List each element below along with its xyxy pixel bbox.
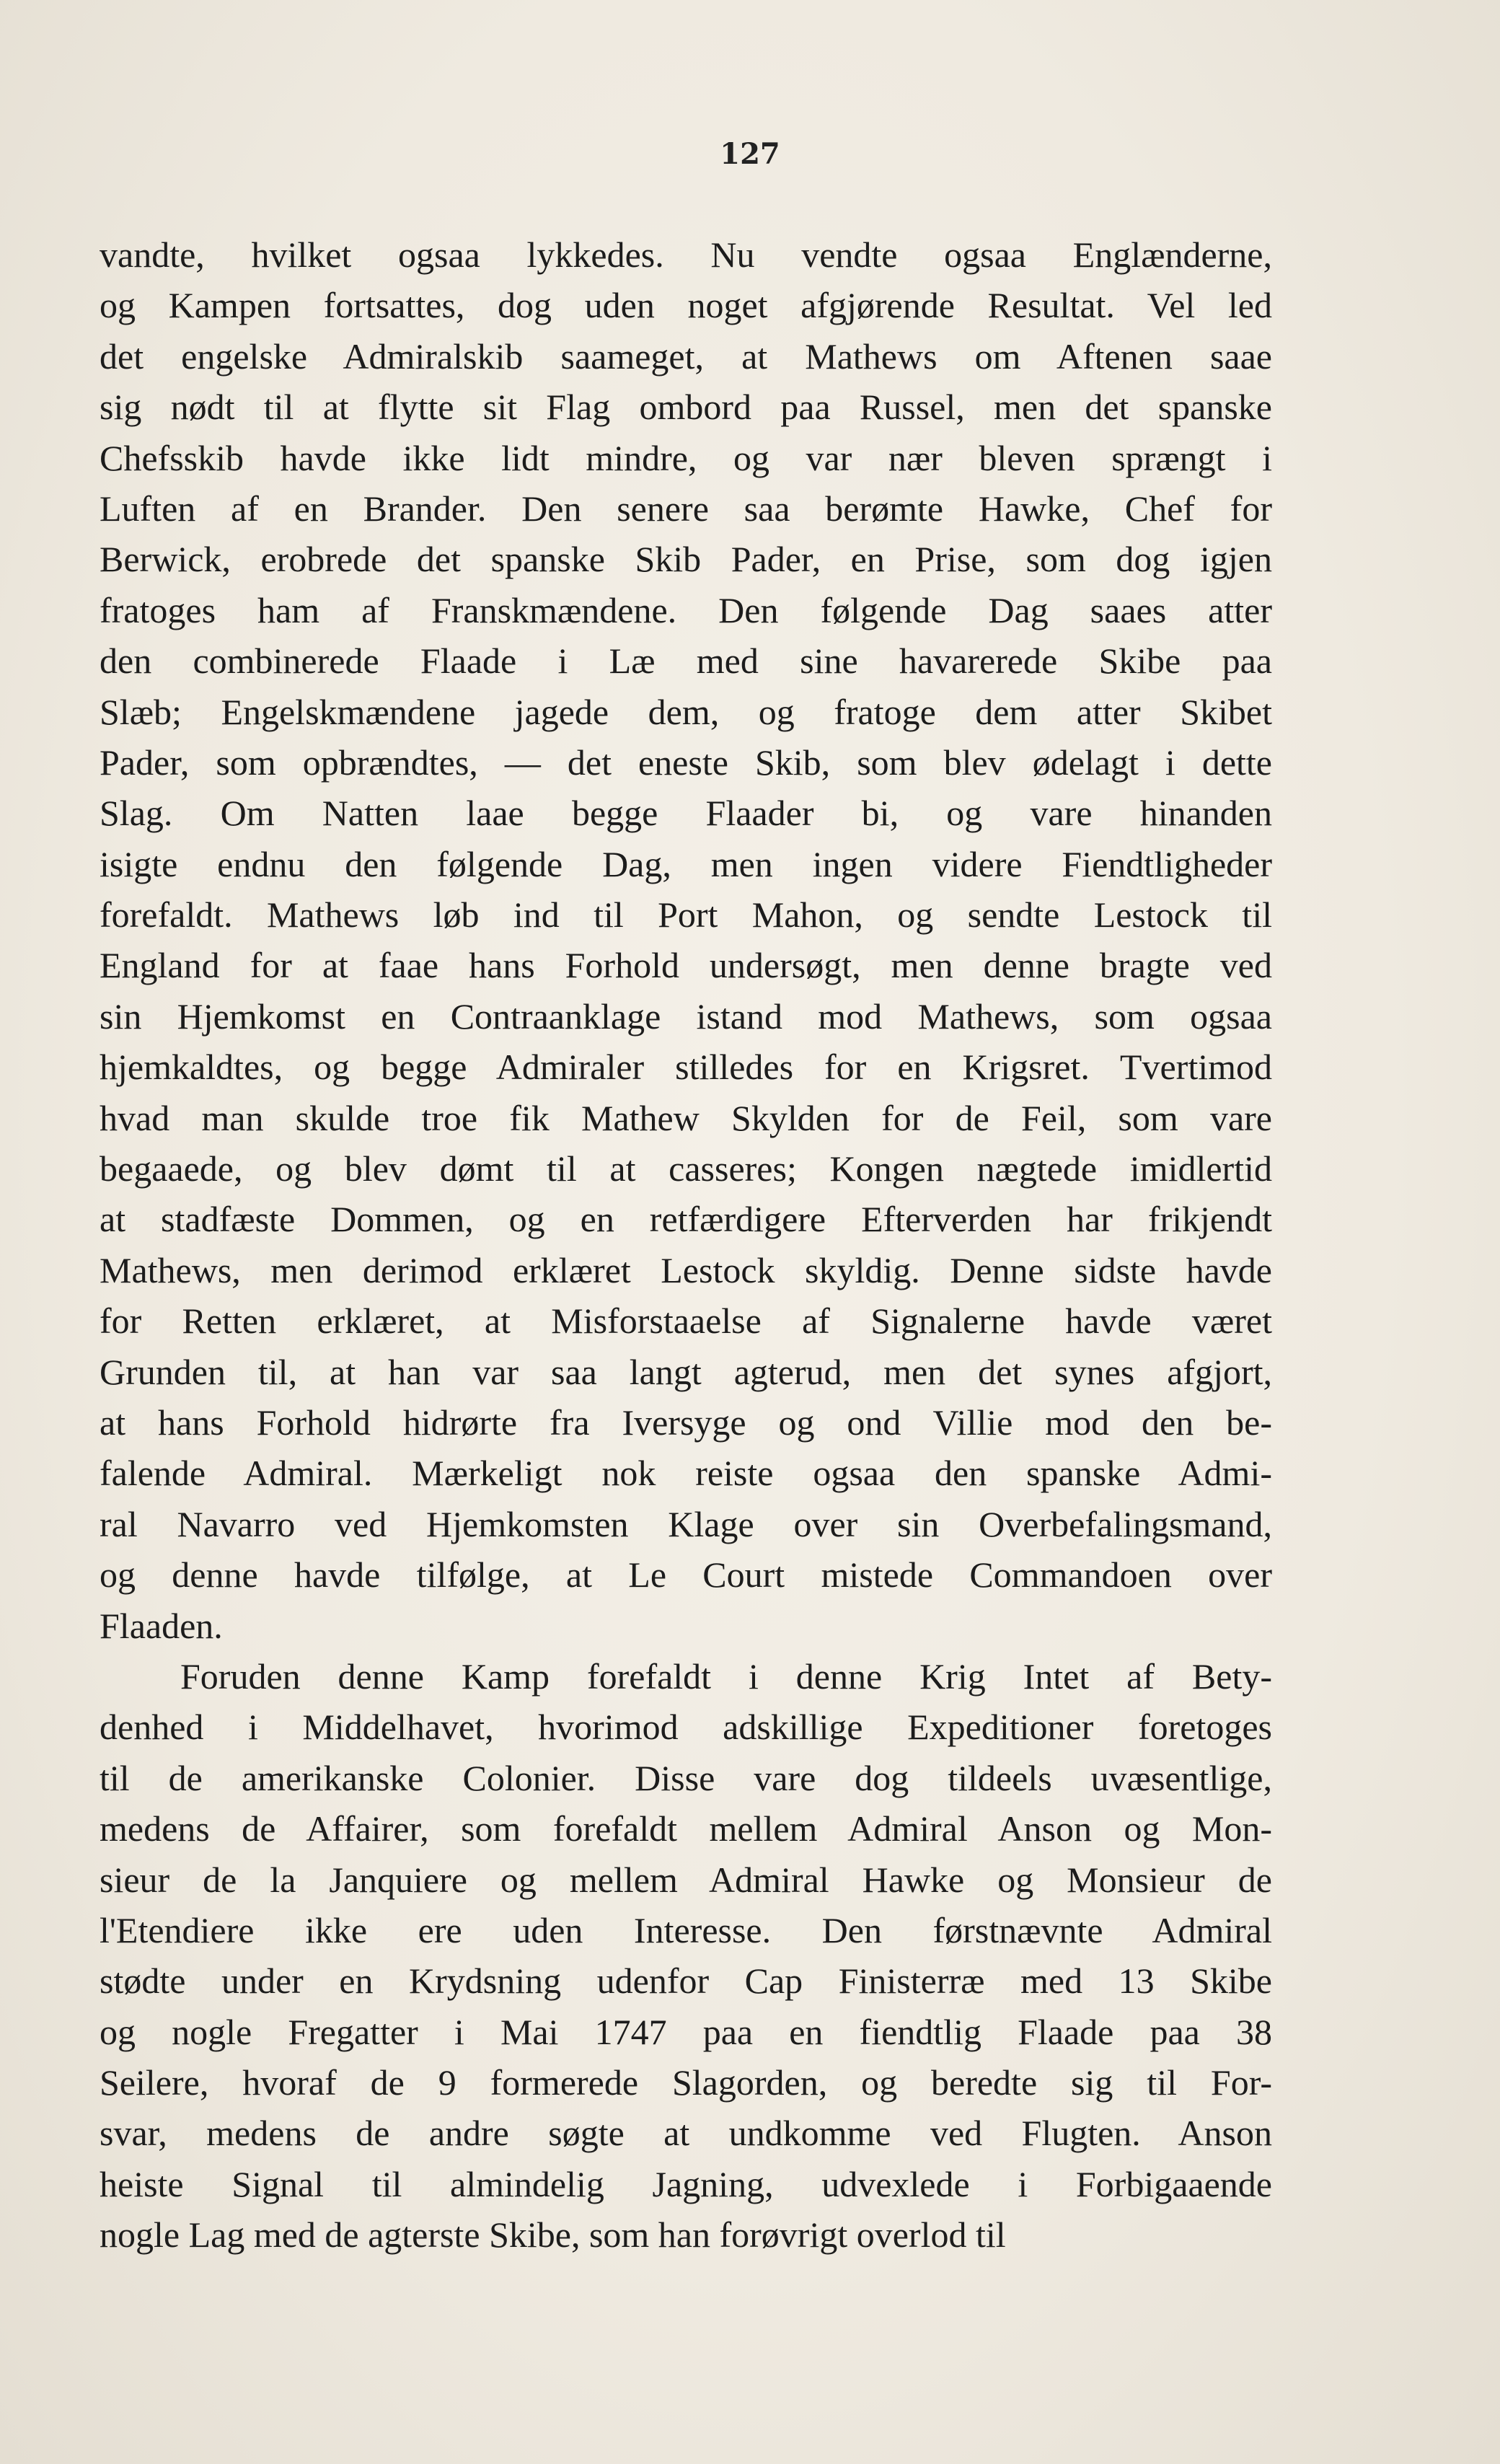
text-line: falende Admiral. Mærkeligt nok reiste ogsaa den spanske Admi- — [100, 1453, 1272, 1494]
text-line: og denne havde tilfølge, at Le Court mistede Commandoen over — [100, 1554, 1272, 1596]
text-line: Slæb; Engelskmændene jagede dem, og fratoge dem atter Skibet — [100, 691, 1272, 732]
text-line: ral Navarro ved Hjemkomsten Klage over sin Overbefalingsmand, — [100, 1503, 1272, 1544]
text-line: til de amerikanske Colonier. Disse vare dog tildeels uvæsentlige, — [100, 1757, 1272, 1798]
text-line: svar, medens de andre søgte at undkomme ved Flugten. Anson — [100, 2113, 1272, 2154]
text-line: det engelske Admiralskib saameget, at Mathews om Aftenen saae — [100, 335, 1272, 377]
text-line: hjemkaldtes, og begge Admiraler stilledes for en Krigsret. Tvertimod — [100, 1047, 1272, 1088]
text-line: sig nødt til at flytte sit Flag ombord paa Russel, men det spanske — [100, 387, 1272, 428]
text-line: Slag. Om Natten laae begge Flaader bi, og vare hinanden — [100, 793, 1272, 834]
text-line: Seilere, hvoraf de 9 formerede Slagorden, og beredte sig til For- — [100, 2062, 1272, 2103]
text-line: at stadfæste Dommen, og en retfærdigere Efterverden har frikjendt — [100, 1199, 1272, 1240]
text-line: sieur de la Janquiere og mellem Admiral Hawke og Monsieur de — [100, 1859, 1272, 1900]
text-line: Berwick, erobrede det spanske Skib Pader, en Prise, som dog igjen — [100, 539, 1272, 580]
text-line: sin Hjemkomst en Contraanklage istand mod Mathews, som ogsaa — [100, 995, 1272, 1037]
text-line: begaaede, og blev dømt til at casseres; Kongen nægtede imidlertid — [100, 1148, 1272, 1189]
text-line: forefaldt. Mathews løb ind til Port Mahon, og sendte Lestock til — [100, 894, 1272, 936]
text-line: at hans Forhold hidrørte fra Iversyge og ond Villie mod den be- — [100, 1402, 1272, 1443]
text-line: Mathews, men derimod erklæret Lestock skyldig. Denne sidste havde — [100, 1249, 1272, 1290]
text-line: nogle Lag med de agterste Skibe, som han forøvrigt overlod til — [100, 2214, 1006, 2256]
text-line: medens de Affairer, som forefaldt mellem Admiral Anson og Mon- — [100, 1808, 1272, 1849]
text-line: heiste Signal til almindelig Jagning, udvexlede i Forbigaaende — [100, 2163, 1272, 2204]
text-line: Pader, som opbrændtes, — det eneste Skib, som blev ødelagt i dette — [100, 742, 1272, 783]
text-line: og Kampen fortsattes, dog uden noget afgjørende Resultat. Vel led — [100, 285, 1272, 326]
text-line: den combinerede Flaade i Læ med sine havarerede Skibe paa — [100, 641, 1272, 682]
text-line: Luften af en Brander. Den senere saa berømte Hawke, Chef for — [100, 488, 1272, 529]
text-line: isigte endnu den følgende Dag, men ingen videre Fiendtligheder — [100, 843, 1272, 884]
text-line: Chefsskib havde ikke lidt mindre, og var nær bleven sprængt i — [100, 437, 1272, 478]
page-number: 127 — [720, 137, 780, 171]
paragraph — [100, 229, 1272, 1651]
text-line: denhed i Middelhavet, hvorimod adskillige Expeditioner foretoges — [100, 1707, 1272, 1748]
text-line: l'Etendiere ikke ere uden Interesse. Den førstnævnte Admiral — [100, 1909, 1272, 1950]
paragraph — [100, 1651, 1272, 2261]
text-line: stødte under en Krydsning udenfor Cap Finisterræ med 13 Skibe — [100, 1961, 1272, 2002]
text-line: fratoges ham af Franskmændene. Den følgende Dag saaes atter — [100, 589, 1272, 630]
text-line: Grunden til, at han var saa langt agterud, men det synes afgjort, — [100, 1351, 1272, 1392]
text-line: og nogle Fregatter i Mai 1747 paa en fiendtlig Flaade paa 38 — [100, 2011, 1272, 2052]
text-line: hvad man skulde troe fik Mathew Skylden for de Feil, som vare — [100, 1097, 1272, 1138]
text-line: Flaaden. — [100, 1605, 223, 1646]
text-line: Foruden denne Kamp forefaldt i denne Krig Intet af Bety- — [180, 1655, 1272, 1697]
body-text — [100, 229, 1272, 2261]
text-line: England for at faae hans Forhold undersøgt, men denne bragte ved — [100, 945, 1272, 986]
text-line: for Retten erklæret, at Misforstaaelse af Signalerne havde været — [100, 1301, 1272, 1342]
text-line: vandte, hvilket ogsaa lykkedes. Nu vendte ogsaa Englænderne, — [100, 234, 1272, 275]
